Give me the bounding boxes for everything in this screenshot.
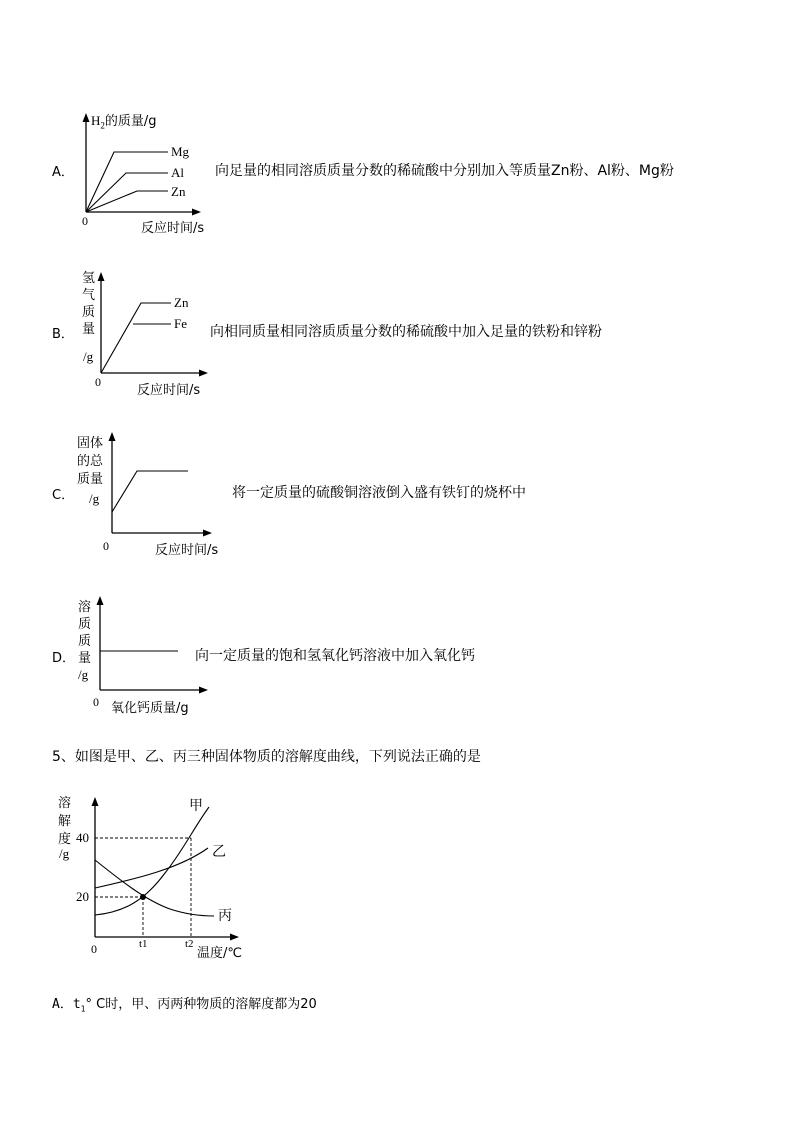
a-series-mg: Mg (171, 144, 190, 159)
option-c-description: 将一定质量的硫酸铜溶液倒入盛有铁钉的烧杯中 (232, 485, 526, 501)
option-d-description: 向一定质量的饱和氢氧化钙溶液中加入氧化钙 (195, 648, 475, 664)
d-y-label-2: 质 (78, 617, 92, 632)
c-y-label-4: /g (89, 491, 100, 506)
c-y-label-1: 固体 (77, 436, 104, 451)
c-y-label-2: 的总 (77, 454, 104, 469)
b-origin: 0 (95, 375, 101, 389)
c-y-label-3: 质量 (77, 472, 104, 487)
q5-x-tick-t1: t1 (139, 938, 148, 950)
q5-x-tick-t2: t2 (185, 938, 194, 950)
q5-series-bing: 丙 (218, 908, 232, 924)
b-y-label-1: 氢 (82, 271, 96, 286)
b-series-zn: Zn (174, 295, 189, 310)
option-b-description: 向相同质量相同溶质质量分数的稀硫酸中加入足量的铁粉和锌粉 (210, 324, 602, 340)
q5-x-label: 温度/℃ (197, 946, 242, 961)
b-y-label-2: 气 (82, 288, 96, 303)
q5-y-label-3: 度 (58, 832, 72, 847)
q5-y-arrow (92, 797, 99, 806)
a-x-label: 反应时间/s (141, 221, 205, 236)
d-x-label: 氧化钙质量/g (111, 701, 189, 716)
d-y-label-3: 质 (78, 634, 92, 649)
d-y-label-4: 量 (78, 651, 92, 666)
b-y-label-4: 量 (82, 322, 96, 337)
q5-y-label-1: 溶 (58, 796, 72, 811)
option-d-letter: D． (52, 651, 76, 666)
option-a-letter: A． (52, 165, 74, 180)
b-x-label: 反应时间/s (137, 383, 201, 398)
question-5-option-a: A．$t_1^\circ$ C时，甲、丙两种物质的溶解度都为20 (52, 997, 317, 1014)
q5-x-arrow (230, 934, 239, 941)
a-series-al: Al (171, 165, 184, 180)
q5-y-tick-40: 40 (76, 830, 89, 845)
q5-series-jia: 甲 (189, 798, 203, 814)
q5-curve-bing (95, 860, 214, 916)
a-y-label: $H_2$的质量/g (91, 113, 157, 131)
b-y-label-5: /g (83, 349, 94, 364)
q5-origin: 0 (91, 942, 97, 956)
q5-y-label-4: /g (59, 846, 70, 861)
option-b-letter: B． (52, 327, 74, 342)
c-origin: 0 (103, 539, 109, 553)
q5-curve-jia (95, 807, 209, 915)
c-x-label: 反应时间/s (155, 543, 219, 558)
q5-y-tick-20: 20 (76, 889, 89, 904)
a-series-zn: Zn (171, 184, 186, 199)
b-series-fe: Fe (174, 316, 187, 331)
b-y-label-3: 质 (82, 305, 96, 320)
option-a-description: 向足量的相同溶质质量分数的稀硫酸中分别加入等质量Zn粉、Al粉、Mg粉 (215, 163, 674, 179)
d-y-label-5: /g (78, 667, 89, 682)
q5-y-label-2: 解 (58, 814, 72, 829)
q5-intersection-point (140, 894, 146, 900)
d-origin: 0 (93, 695, 99, 709)
question-5-text: 5、如图是甲、乙、丙三种固体物质的溶解度曲线，下列说法正确的是 (52, 749, 481, 765)
d-y-label-1: 溶 (78, 600, 92, 615)
a-origin: 0 (82, 214, 88, 228)
q5-series-yi: 乙 (212, 844, 226, 860)
option-c-letter: C． (52, 488, 75, 503)
